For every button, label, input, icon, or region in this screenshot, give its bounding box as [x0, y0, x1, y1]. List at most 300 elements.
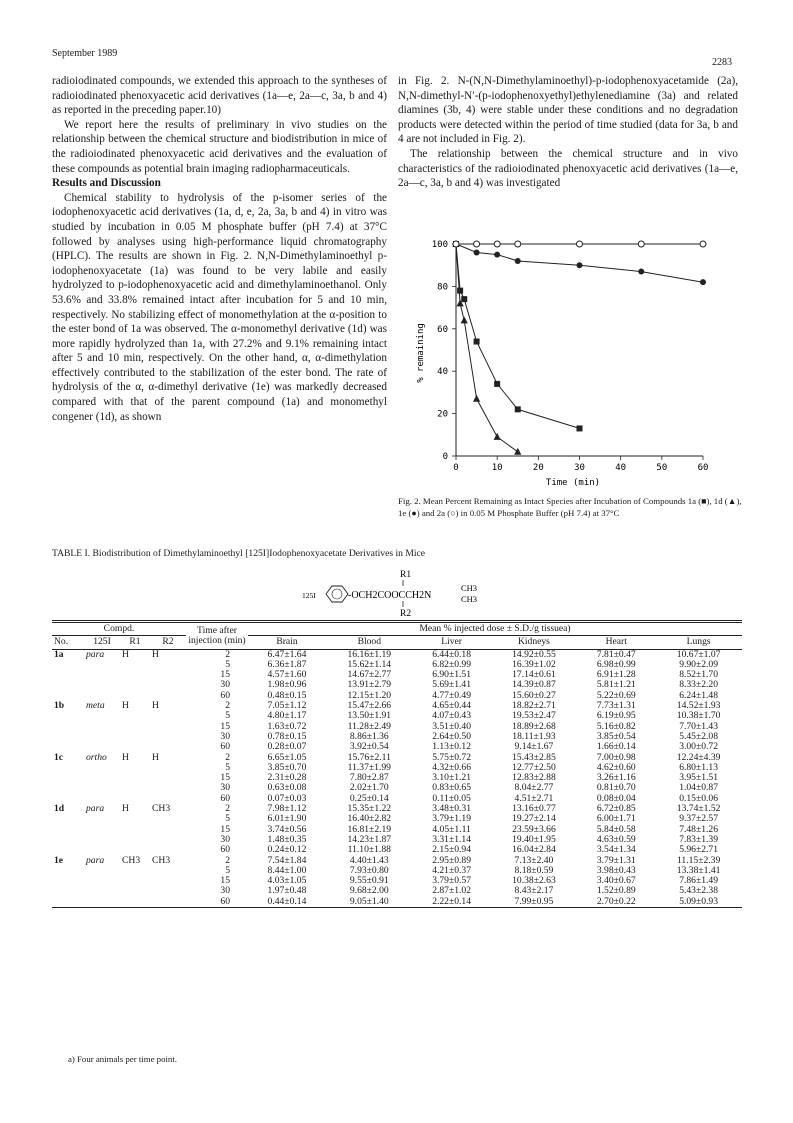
substituent-r2 — [150, 763, 186, 773]
compound-number — [52, 670, 84, 680]
table-row — [52, 711, 742, 721]
data-point-1a — [457, 288, 463, 294]
chart-axes — [432, 240, 709, 473]
table-title: TABLE I. Biodistribution of Dimethylaminoethyl [125I]Iodophenoxyacetate Derivatives in Mice — [52, 548, 426, 559]
biodistribution-table — [52, 620, 742, 908]
table-row — [52, 825, 742, 835]
tissue-value: 17.14±0.61 — [512, 669, 556, 681]
y-tick-label: 80 — [437, 282, 448, 293]
left-column — [52, 74, 387, 424]
structure-ch3b: CH3 — [461, 594, 478, 604]
table-row — [52, 680, 742, 690]
tissue-value: 7.86±1.49 — [679, 875, 719, 887]
y-tick-label: 100 — [431, 240, 448, 250]
tissue-value: 6.36±1.87 — [267, 658, 307, 670]
tissue-value: 8.52±1.70 — [679, 669, 719, 681]
header-no: No. — [54, 636, 69, 648]
iodine-position — [84, 897, 120, 908]
tissue-value: 6.72±0.85 — [596, 803, 636, 815]
iodine-position — [84, 732, 120, 742]
tissue-value: 3.79±1.19 — [432, 813, 472, 825]
substituent-r2 — [150, 866, 186, 876]
substituent-r1 — [120, 660, 150, 670]
header-iso: 125I — [93, 636, 111, 648]
time-point: 2 — [225, 700, 230, 712]
tissue-value: 3.31±1.14 — [432, 833, 472, 845]
time-point: 30 — [220, 679, 230, 691]
tissue-value: 0.81±0.70 — [596, 782, 636, 794]
substituent-r1 — [120, 825, 150, 835]
x-tick-label: 10 — [491, 463, 503, 473]
tissue-value: 0.63±0.08 — [267, 782, 307, 794]
substituent-r1 — [120, 670, 150, 680]
tissue-value: 5.09±0.93 — [679, 895, 719, 907]
tissue-value: 7.99±0.95 — [514, 895, 554, 907]
table-row — [52, 876, 742, 886]
iodine-position — [84, 660, 120, 670]
tissue-value: 6.19±0.95 — [596, 710, 636, 722]
compound-number — [52, 897, 84, 908]
compound-number — [52, 660, 84, 670]
substituent-r1 — [120, 897, 150, 908]
compound-number — [52, 845, 84, 855]
tissue-value: 18.11±1.93 — [512, 730, 556, 742]
data-point-1e — [494, 252, 500, 258]
substituent-r1 — [120, 773, 150, 783]
iodine-position — [84, 866, 120, 876]
tissue-value: 2.02±1.70 — [349, 782, 389, 794]
tissue-value: 3.51±0.40 — [432, 720, 472, 732]
substituent-r2 — [150, 722, 186, 732]
tissue-value: 2.15±0.94 — [432, 844, 472, 856]
data-point-1e — [638, 269, 644, 275]
tissue-value: 16.40±2.82 — [347, 813, 392, 825]
table-row — [52, 753, 742, 763]
tissue-value: 6.82±0.99 — [432, 658, 472, 670]
tissue-value: 7.80±2.87 — [349, 772, 389, 784]
iodine-position — [84, 670, 120, 680]
substituent-r2 — [150, 886, 186, 896]
data-point-1a — [515, 406, 521, 412]
time-point: 5 — [225, 864, 230, 876]
data-point-1a — [577, 425, 583, 431]
tissue-value: 6.91±1.28 — [596, 669, 636, 681]
tissue-value: 9.55±0.91 — [349, 875, 389, 887]
compound-number: 1d — [54, 803, 65, 815]
tissue-value: 7.73±1.31 — [596, 700, 636, 712]
tissue-value: 4.32±0.66 — [432, 761, 472, 773]
tissue-value: 18.82±2.71 — [512, 700, 556, 712]
substituent-r2 — [150, 876, 186, 886]
tissue-value: 19.27±2.14 — [512, 813, 556, 825]
time-point: 15 — [220, 669, 230, 681]
tissue-value: 8.04±2.77 — [514, 782, 554, 794]
header-tissue: Blood — [357, 636, 382, 648]
tissue-value: 6.65±1.05 — [267, 751, 307, 763]
tissue-value: 5.69±1.41 — [432, 679, 472, 691]
substituent-r1: H — [122, 803, 129, 815]
substituent-r2 — [150, 845, 186, 855]
compound-number — [52, 886, 84, 896]
compound-number — [52, 876, 84, 886]
table-row — [52, 732, 742, 742]
tissue-value: 12.77±2.50 — [512, 761, 556, 773]
tissue-value: 13.91±2.79 — [347, 679, 392, 691]
paragraph: radioiodinated compounds, we extended this approach to the syntheses of radioiodinated phenoxyacetic acid derivatives (1a—e, 2a—c, 3a, b and 4) as reported in the preceding paper.10) — [52, 75, 387, 117]
data-point-2a — [577, 241, 583, 247]
table-body — [52, 649, 742, 907]
tissue-value: 1.98±0.96 — [267, 679, 307, 691]
data-point-2a — [638, 241, 644, 247]
running-header-date: September 1989 — [52, 48, 118, 59]
tissue-value: 1.52±0.89 — [596, 885, 636, 897]
tissue-value: 10.67±1.07 — [676, 648, 721, 660]
compound-number: 1e — [54, 854, 64, 866]
time-point: 15 — [220, 720, 230, 732]
tissue-value: 3.98±0.43 — [596, 864, 636, 876]
chart-series — [452, 240, 706, 455]
y-axis-label: % remaining — [416, 323, 426, 383]
compound-number — [52, 763, 84, 773]
tissue-value: 19.53±2.47 — [512, 710, 556, 722]
tissue-value: 2.87±1.02 — [432, 885, 472, 897]
time-point: 2 — [225, 854, 230, 866]
table-row — [52, 856, 742, 866]
table-row — [52, 660, 742, 670]
time-point: 60 — [220, 844, 230, 856]
data-point-2a — [515, 241, 521, 247]
paragraph: The relationship between the chemical structure and in vivo characteristics of the radioiodinated phenoxyacetic acid derivatives (1a—e, 2a—c, 3a, b and 4) was investigated — [398, 147, 738, 190]
time-point: 5 — [225, 813, 230, 825]
header-tissue: Brain — [276, 636, 298, 648]
tissue-value: 0.25±0.14 — [349, 792, 389, 804]
substituent-r2: CH3 — [152, 854, 171, 866]
tissue-value: 9.37±2.57 — [679, 813, 719, 825]
tissue-value: 6.47±1.64 — [267, 648, 307, 660]
data-point-2a — [700, 241, 706, 247]
substituent-r1: H — [122, 751, 129, 763]
compound-number — [52, 825, 84, 835]
iodine-position: ortho — [86, 751, 107, 763]
tissue-value: 5.16±0.82 — [596, 720, 636, 732]
data-point-2a — [494, 241, 500, 247]
table-row — [52, 814, 742, 824]
tissue-value: 3.95±1.51 — [679, 772, 719, 784]
tissue-value: 5.22±0.69 — [596, 689, 636, 701]
tissue-value: 13.74±1.52 — [676, 803, 721, 815]
tissue-value: 4.65±0.44 — [432, 700, 472, 712]
tissue-value: 8.18±0.59 — [514, 864, 554, 876]
tissue-value: 2.22±0.14 — [432, 895, 472, 907]
tissue-value: 8.43±2.17 — [514, 885, 554, 897]
tissue-value: 13.50±1.91 — [347, 710, 392, 722]
paragraph: We report here the results of preliminary in vivo studies on the relationship between the chemical structure and biodistribution in mice of the radioiodinated phenoxyacetic acid derivatives and the evaluation of these compounds as potential brain imaging radiopharmaceuticals. — [52, 118, 387, 175]
iodine-position — [84, 783, 120, 793]
time-point: 5 — [225, 761, 230, 773]
data-point-1e — [474, 249, 480, 255]
tissue-value: 3.00±0.72 — [679, 741, 719, 753]
tissue-value: 3.85±0.70 — [267, 761, 307, 773]
data-point-2a — [453, 241, 459, 247]
tissue-value: 0.24±0.12 — [267, 844, 307, 856]
tissue-value: 0.48±0.15 — [267, 689, 307, 701]
header-tissue: Kidneys — [517, 636, 550, 648]
iodine-position — [84, 680, 120, 690]
tissue-value: 15.47±2.66 — [347, 700, 392, 712]
substituent-r1: H — [122, 700, 129, 712]
tissue-value: 3.74±0.56 — [267, 823, 307, 835]
tissue-value: 13.16±0.77 — [512, 803, 556, 815]
table-row — [52, 804, 742, 814]
substituent-r2 — [150, 670, 186, 680]
header-tissue: Liver — [441, 636, 462, 648]
tissue-value: 2.31±0.28 — [267, 772, 307, 784]
compound-number — [52, 711, 84, 721]
structure-main: -OCH2COOCCH2N — [348, 590, 432, 601]
substituent-r2 — [150, 711, 186, 721]
tissue-value: 4.40±1.43 — [349, 854, 389, 866]
tissue-value: 19.40±1.95 — [512, 833, 556, 845]
time-point: 30 — [220, 833, 230, 845]
table-row — [52, 845, 742, 855]
time-point: 60 — [220, 895, 230, 907]
tissue-value: 1.66±0.14 — [596, 741, 636, 753]
tissue-value: 15.35±1.22 — [347, 803, 392, 815]
data-point-1d — [461, 316, 468, 323]
tissue-value: 11.10±1.88 — [347, 844, 391, 856]
compound-number — [52, 866, 84, 876]
series-line-1d — [456, 244, 518, 452]
x-tick-label: 40 — [615, 463, 627, 473]
y-tick-label: 40 — [437, 367, 448, 378]
tissue-value: 0.28±0.07 — [267, 741, 307, 753]
table-footnote: a) Four animals per time point. — [68, 1054, 177, 1064]
data-point-1d — [494, 433, 501, 440]
table-row — [52, 866, 742, 876]
substituent-r2 — [150, 897, 186, 908]
tissue-value: 0.44±0.14 — [267, 895, 307, 907]
compound-number — [52, 783, 84, 793]
tissue-value: 15.76±2.11 — [347, 751, 391, 763]
substituent-r1 — [120, 886, 150, 896]
table-row — [52, 897, 742, 908]
table-row — [52, 701, 742, 711]
header-mean: Mean % injected dose ± S.D./g tissuea) — [248, 622, 742, 636]
tissue-value: 2.70±0.22 — [596, 895, 636, 907]
tissue-value: 12.83±2.88 — [512, 772, 556, 784]
x-axis-label: Time (min) — [545, 478, 601, 488]
tissue-value: 7.81±0.47 — [596, 648, 636, 660]
tissue-value: 12.15±1.20 — [347, 689, 392, 701]
time-point: 60 — [220, 689, 230, 701]
iodine-position: para — [86, 803, 105, 815]
header-r1: R1 — [129, 636, 141, 648]
chemical-structure — [290, 566, 500, 618]
tissue-value: 15.43±2.85 — [512, 751, 556, 763]
paragraph: in Fig. 2. N-(N,N-Dimethylaminoethyl)-p-iodophenoxyacetamide (2a), N,N-dimethyl-N′-(p-iodophenoxyethyl)ethylenediamine (3a) and related diamines (3b, 4) were stable under these conditions and no degradation products were detected within the period of time studied (data for 3a, b and 4 are not included in Fig. 2). — [398, 75, 738, 146]
tissue-value: 9.05±1.40 — [349, 895, 389, 907]
tissue-value: 10.38±1.70 — [676, 710, 721, 722]
tissue-value: 6.80±1.13 — [679, 761, 719, 773]
structure-iodine: 125I — [302, 591, 316, 600]
structure-r2: R2 — [400, 609, 412, 618]
data-point-1d — [473, 395, 480, 402]
tissue-value: 4.62±0.60 — [596, 761, 636, 773]
data-point-1d — [514, 448, 521, 455]
compound-number — [52, 680, 84, 690]
tissue-value: 0.83±0.65 — [432, 782, 472, 794]
substituent-r1 — [120, 876, 150, 886]
substituent-r2 — [150, 783, 186, 793]
right-column — [398, 74, 738, 191]
header-tissue: Lungs — [686, 636, 711, 648]
tissue-value: 14.52±1.93 — [676, 700, 721, 712]
compound-number — [52, 814, 84, 824]
iodine-position — [84, 773, 120, 783]
tissue-value: 15.62±1.14 — [347, 658, 392, 670]
iodine-position — [84, 886, 120, 896]
substituent-r1 — [120, 680, 150, 690]
tissue-value: 4.05±1.11 — [432, 823, 471, 835]
substituent-r2: H — [152, 700, 159, 712]
tissue-value: 16.81±2.19 — [347, 823, 392, 835]
tissue-value: 8.33±2.20 — [679, 679, 719, 691]
tissue-value: 3.40±0.67 — [596, 875, 636, 887]
substituent-r2 — [150, 680, 186, 690]
data-point-1e — [700, 279, 706, 285]
header-time: Time after injection (min) — [188, 624, 246, 646]
iodine-position: para — [86, 854, 105, 866]
iodine-position — [84, 876, 120, 886]
tissue-value: 14.92±0.55 — [512, 648, 556, 660]
substituent-r1 — [120, 835, 150, 845]
x-tick-label: 50 — [656, 463, 668, 473]
iodine-position: meta — [86, 700, 105, 712]
table-row — [52, 763, 742, 773]
time-point: 2 — [225, 751, 230, 763]
tissue-value: 5.75±0.72 — [432, 751, 472, 763]
compound-number — [52, 722, 84, 732]
substituent-r2 — [150, 732, 186, 742]
tissue-value: 15.60±0.27 — [512, 689, 556, 701]
tissue-value: 2.64±0.50 — [432, 730, 472, 742]
time-point: 5 — [225, 658, 230, 670]
tissue-value: 1.04±0.87 — [679, 782, 719, 794]
tissue-value: 11.37±1.99 — [347, 761, 391, 773]
tissue-value: 14.67±2.77 — [347, 669, 392, 681]
benzene-ring-icon — [326, 586, 348, 602]
y-tick-label: 60 — [437, 324, 448, 335]
iodine-position — [84, 763, 120, 773]
tissue-value: 8.86±1.36 — [349, 730, 389, 742]
tissue-value: 4.07±0.43 — [432, 710, 472, 722]
section-title: Results and Discussion — [52, 177, 161, 190]
data-point-2a — [474, 241, 480, 247]
x-tick-label: 0 — [453, 463, 459, 473]
tissue-value: 4.03±1.05 — [267, 875, 307, 887]
iodine-position — [84, 711, 120, 721]
tissue-value: 6.44±0.18 — [432, 648, 472, 660]
substituent-r2: CH3 — [152, 803, 171, 815]
substituent-r1 — [120, 711, 150, 721]
time-point: 2 — [225, 803, 230, 815]
tissue-value: 16.39±1.02 — [512, 658, 556, 670]
time-point: 60 — [220, 741, 230, 753]
tissue-value: 3.48±0.31 — [432, 803, 472, 815]
tissue-value: 3.26±1.16 — [596, 772, 636, 784]
table-row — [52, 773, 742, 783]
substituent-r2 — [150, 773, 186, 783]
tissue-value: 6.01±1.90 — [267, 813, 307, 825]
time-point: 30 — [220, 885, 230, 897]
x-tick-label: 60 — [697, 463, 709, 473]
tissue-value: 9.14±1.67 — [514, 741, 554, 753]
tissue-value: 2.95±0.89 — [432, 854, 472, 866]
tissue-value: 5.96±2.71 — [679, 844, 719, 856]
substituent-r1 — [120, 732, 150, 742]
tissue-value: 16.16±1.19 — [347, 648, 392, 660]
tissue-value: 7.98±1.12 — [267, 803, 307, 815]
iodine-position — [84, 722, 120, 732]
tissue-value: 7.13±2.40 — [514, 854, 554, 866]
tissue-value: 5.84±0.58 — [596, 823, 636, 835]
compound-number: 1b — [54, 700, 65, 712]
tissue-value: 14.23±1.87 — [347, 833, 392, 845]
header-r2: R2 — [162, 636, 174, 648]
data-point-1a — [474, 339, 480, 345]
substituent-r1: CH3 — [122, 854, 141, 866]
tissue-value: 8.44±1.00 — [267, 864, 307, 876]
tissue-value: 6.00±1.71 — [596, 813, 636, 825]
tissue-value: 7.70±1.43 — [679, 720, 719, 732]
substituent-r2 — [150, 835, 186, 845]
header-compd: Compd. — [52, 622, 186, 636]
compound-number — [52, 732, 84, 742]
tissue-value: 16.04±2.84 — [512, 844, 556, 856]
substituent-r1 — [120, 783, 150, 793]
substituent-r2: H — [152, 648, 159, 660]
tissue-value: 10.38±2.63 — [512, 875, 556, 887]
tissue-value: 6.24±1.48 — [679, 689, 719, 701]
data-point-1e — [577, 262, 583, 268]
tissue-value: 12.24±4.39 — [676, 751, 721, 763]
time-point: 15 — [220, 875, 230, 887]
substituent-r1 — [120, 866, 150, 876]
substituent-r1: H — [122, 648, 129, 660]
tissue-value: 23.59±3.66 — [512, 823, 556, 835]
table-row — [52, 835, 742, 845]
table-row — [52, 649, 742, 660]
tissue-value: 4.80±1.17 — [267, 710, 307, 722]
compound-number — [52, 835, 84, 845]
tissue-value: 7.83±1.39 — [679, 833, 719, 845]
tissue-value: 9.90±2.09 — [679, 658, 719, 670]
x-tick-label: 20 — [532, 463, 544, 473]
tissue-value: 1.63±0.72 — [267, 720, 307, 732]
table-row — [52, 670, 742, 680]
tissue-value: 4.57±1.60 — [267, 669, 307, 681]
tissue-value: 5.81±1.21 — [596, 679, 636, 691]
tissue-value: 11.15±2.39 — [676, 854, 721, 866]
substituent-r2 — [150, 660, 186, 670]
tissue-value: 3.54±1.34 — [596, 844, 636, 856]
tissue-value: 13.38±1.41 — [676, 864, 721, 876]
tissue-value: 5.43±2.38 — [679, 885, 719, 897]
figure-caption: Fig. 2. Mean Percent Remaining as Intact Species after Incubation of Compounds 1a (■), 1d (▲), 1e (●) and 2a (○) in 0.05 M Phosphate Buffer (pH 7.4) at 37°C — [398, 496, 742, 518]
compound-number: 1c — [54, 751, 64, 763]
tissue-value: 1.48±0.35 — [267, 833, 307, 845]
tissue-value: 0.08±0.04 — [596, 792, 636, 804]
